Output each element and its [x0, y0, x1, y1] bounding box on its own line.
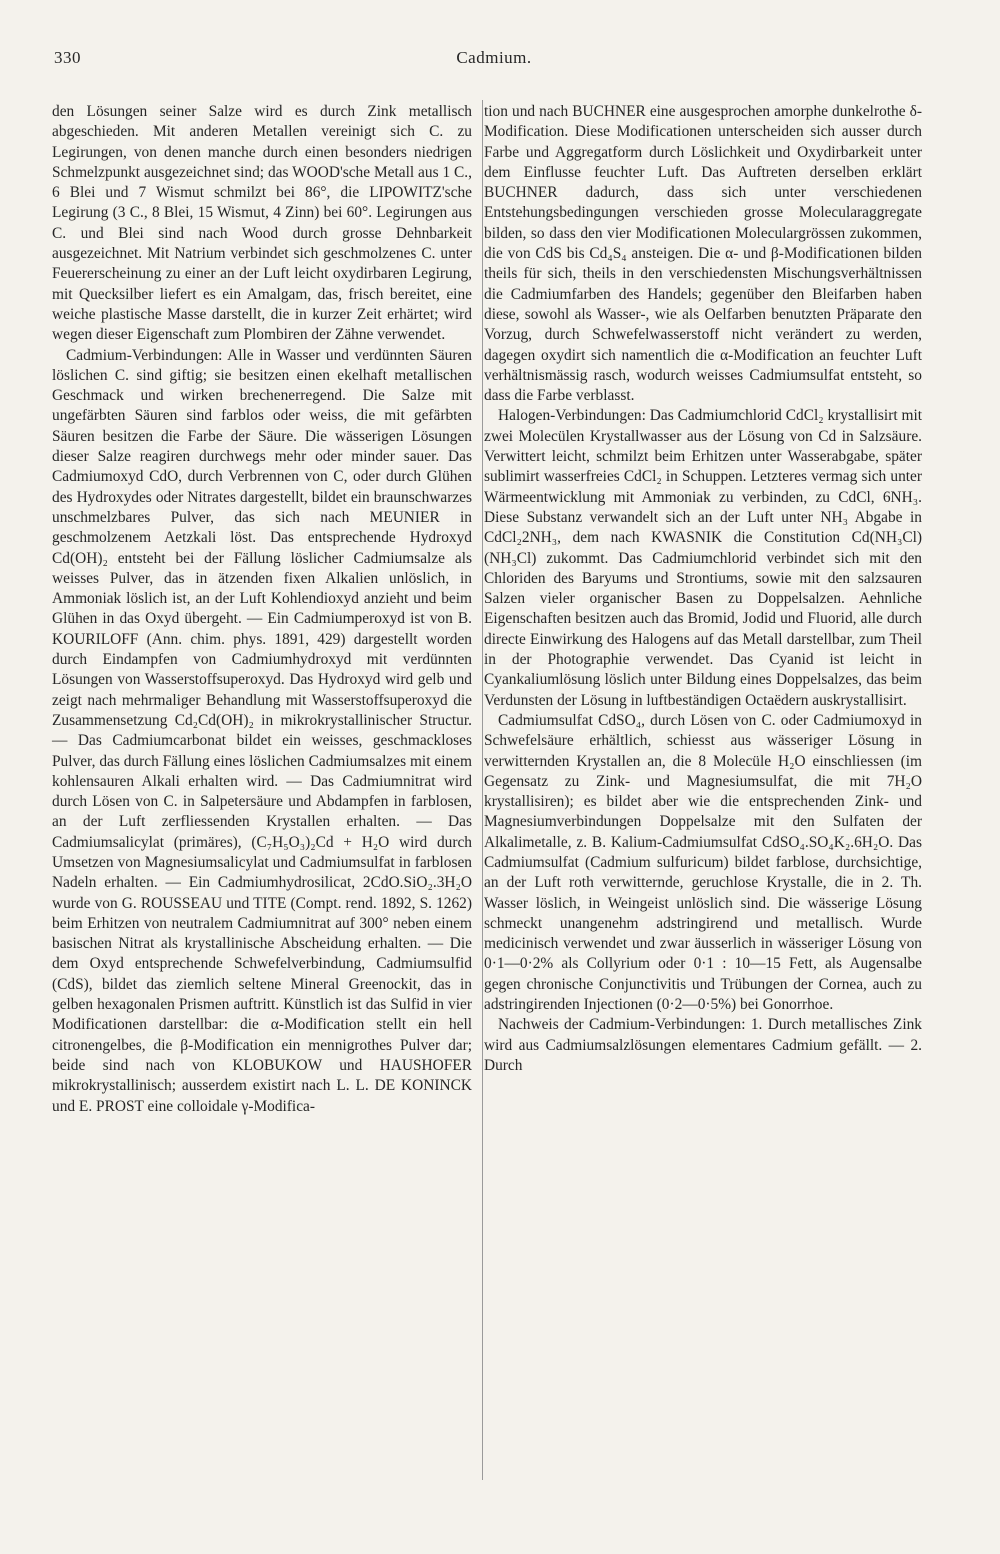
paragraph: Halogen-Verbindungen: Das Cadmiumchlorid CdCl₂ krystallisirt mit zwei Molecülen Krystallwasser aus der Lösung von Cd in Salzsäure. Verwittert leicht, schmilzt beim Erhitzen unter Wasserabgabe, später sublimirt wasserfreies CdCl₂ in Schuppen. Letzteres vermag sich unter Wärmeentwicklung mit Ammoniak zu verbinden, zu CdCl, 6NH₃. Diese Substanz verwandelt sich an der Luft unter NH₃ Abgabe in CdCl₂2NH₃, dem nach KWASNIK die Constitution Cd(NH₃Cl)(NH₃Cl) zukommt. Das Cadmiumchlorid verbindet sich mit den Chloriden des Baryums und Strontiums, sowie mit den salzsauren Salzen vieler organischer Basen zu Doppelsalzen. Aehnliche Eigenschaften besitzen auch das Bromid, Jodid und Fluorid, alle durch directe Einwirkung des Halogens auf das Metall darstellbar, zum Theil in der Photographie verwendet. Das Cyanid ist leicht in Cyankaliumlösung löslich unter Bildung eines Doppelsalzes, das beim Verdunsten der Lösung in luftbeständigen Octaëdern auskrystallisirt. — [484, 407, 922, 709]
column-divider — [482, 100, 483, 1480]
paragraph: tion und nach BUCHNER eine ausgesprochen amorphe dunkelrothe δ-Modification. Diese Modificationen unterscheiden sich ausser durch Farbe und Aggregatform durch Löslichkeit und Oxydirbarkeit unter dem Einflusse feuchter Luft. Das Auftreten derselben erklärt BUCHNER dadurch, dass sich unter verschiedenen Entstehungsbedingungen verschieden grosse Molecularaggregate bilden, so dass den vier Modificationen Moleculargrössen zukommen, die von CdS bis Cd₄S₄ ansteigen. Die α- und β-Modificationen bilden theils für sich, theils in den verschiedensten Mischungsverhältnissen die Cadmiumfarben des Handels; gegenüber den Bleifarben haben diese, sowohl als Wasser-, wie als Oelfarben benutzten Präparate den Vorzug, durch Schwefelwasserstoff nicht verändert zu werden, dagegen oxydirt sich namentlich die α-Modification an feuchter Luft verhältnismässig rasch, wodurch weisses Cadmiumsulfat entsteht, so dass die Farbe verblasst. — [484, 103, 922, 405]
paragraph: Cadmium-Verbindungen: Alle in Wasser und verdünnten Säuren löslichen C. sind giftig; sie besitzen einen ekelhaft metallischen Geschmack und wirken brechenerregend. Die Salze mit ungefärbten Säuren sind farblos oder weiss, die mit gefärbten Säuren besitzen die Farbe der Säure. Die wässerigen Lösungen dieser Salze reagiren durchwegs mehr oder minder sauer. Das Cadmiumoxyd CdO, durch Verbrennen von C, oder durch Glühen des Hydroxydes oder Nitrates dargestellt, bildet ein braunschwarzes unschmelzbares Pulver, das sich nach MEUNIER in geschmolzenem Aetzkali löst. Das entsprechende Hydroxyd Cd(OH)₂ entsteht bei der Fällung löslicher Cadmiumsalze als weisses Pulver, das in ätzenden fixen Alkalien unlöslich, in Ammoniak löslich ist, an der Luft Kohlendioxyd anzieht und beim Glühen in das Oxyd übergeht. — Ein Cadmiumperoxyd ist von B. KOURILOFF (Ann. chim. phys. 1891, 429) dargestellt worden durch Eindampfen von Cadmiumhydroxyd mit verdünnten Lösungen von Wasserstoffsuperoxyd. Das Hydroxyd wird gelb und zeigt nach mehrmaliger Behandlung mit Wasserstoffsuperoxyd die Zusammensetzung Cd₂Cd(OH)₂ in mikrokrystallinischer Structur. — Das Cadmiumcarbonat bildet ein weisses, geschmackloses Pulver, das durch Fällung eines löslichen Cadmiumsalzes mit einem kohlensauren Alkali erhalten wird. — Das Cadmiumnitrat wird durch Lösen von C. in Salpetersäure und Abdampfen in farblosen, an der Luft zerfliessenden Krystallen erhalten. — Das Cadmiumsalicylat (primäres), (C₇H₅O₃)₂Cd + H₂O wird durch Umsetzen von Magnesiumsalicylat und Cadmiumsulfat in farblosen Nadeln erhalten. — Ein Cadmiumhydrosilicat, 2CdO.SiO₂.3H₂O wurde von G. ROUSSEAU und TITE (Compt. rend. 1892, S. 1262) beim Erhitzen von neutralem Cadmiumnitrat auf 300° neben einem basischen Nitrat als krystallinische Abscheidung erhalten. — Die dem Oxyd entsprechende Schwefelverbindung, Cadmiumsulfid (CdS), bildet das ziemlich seltene Mineral Greenockit, das in gelben hexagonalen Prismen auftritt. Künstlich ist das Sulfid in vier Modificationen darstellbar: die α-Modification stellt ein hell citronengelbes, die β-Modification ein mennigrothes Pulver dar; beide sind nach von KLOBUKOW und HAUSHOFER mikrokrystallinisch; ausserdem existirt nach L. L. DE KONINCK und E. PROST eine colloidale γ-Modifica- — [52, 346, 472, 1115]
page-number: 330 — [54, 48, 81, 67]
running-title: Cadmium. — [456, 48, 532, 67]
paragraph: Cadmiumsulfat CdSO₄, durch Lösen von C. oder Cadmiumoxyd in Schwefelsäure erhältlich, schiesst aus wässeriger Lösung in verwitternden Krystallen an, die 8 Molecüle H₂O einschliessen (im Gegensatz zu Zink- und Magnesiumsulfat, die mit 7H₂O krystallisiren); es bildet aber wie die entsprechenden Zink- und Magnesiumverbindungen Doppelsalze mit den Sulfaten der Alkalimetalle, z. B. Kalium-Cadmiumsulfat CdSO₄.SO₄K₂.6H₂O. Das Cadmiumsulfat (Cadmium sulfuricum) bildet farblose, durchsichtige, an der Luft roth verwitternde, geruchlose Krystalle, die in 2. Th. Wasser löslich, in Weingeist unlöslich sind. Die wässerige Lösung schmeckt unangenehm adstringirend und metallisch. Wurde medicinisch verwendet und zwar äusserlich in wässeriger Lösung von 0·1—0·2% als Collyrium oder 0·1 : 10—15 Fett, als Augensalbe gegen chronische Conjunctivitis und Trübungen der Cornea, auch zu adstringirenden Injectionen (0·2—0·5%) bei Gonorrhoe. — [484, 711, 922, 1014]
paragraph: den Lösungen seiner Salze wird es durch Zink metallisch abgeschieden. Mit anderen Metallen vereinigt sich C. zu Legirungen, von denen manche durch einen besonders niedrigen Schmelzpunkt ausgezeichnet sind; das WOOD'sche Metall aus 1 C., 6 Blei und 7 Wismut schmilzt bei 86°, die LIPOWITZ'sche Legirung (3 C., 8 Blei, 15 Wismut, 4 Zinn) bei 60°. Legirungen aus C. und Blei sind nach Wood durch grosse Dehnbarkeit ausgezeichnet. Mit Natrium verbindet sich geschmolzenes C. unter Feuererscheinung zu einer an der Luft leicht oxydirbaren Legirung, mit Quecksilber liefert es ein Amalgam, das, frisch bereitet, eine weiche plastische Masse darstellt, die in kurzer Zeit erhärtet; wird wegen dieser Eigenschaft zum Plombiren der Zähne verwendet. — [52, 103, 472, 344]
right-column — [484, 102, 922, 1076]
page-header — [54, 48, 934, 78]
left-column — [52, 102, 472, 1117]
paragraph: Nachweis der Cadmium-Verbindungen: 1. Durch metallisches Zink wird aus Cadmiumsalzlösungen elementares Cadmium gefällt. — 2. Durch — [484, 1016, 922, 1074]
